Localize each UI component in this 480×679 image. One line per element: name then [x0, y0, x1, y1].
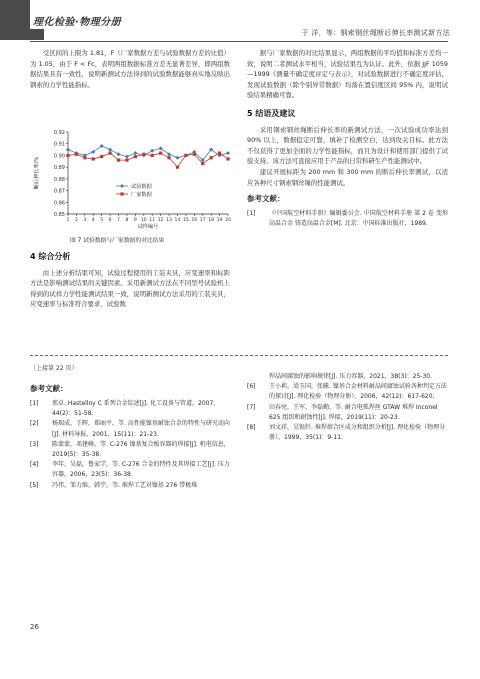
journal-logo-block — [0, 0, 30, 40]
data-point-series-1 — [108, 148, 112, 152]
data-point-series-2 — [125, 159, 128, 162]
data-point-series-2 — [184, 154, 187, 157]
reference-number: [2] — [30, 420, 39, 428]
reference-text: 杨瑞成，王晖，郑丽平，等. 高性能镍基耐蚀合金的特性与研究动向[J]. 材料导报，2001，15(11)：21-23. — [52, 420, 230, 438]
reference-text: 焊晶间腐蚀的影响规律[J]. 压力容器，2021，38(3)：25-30. — [269, 373, 433, 380]
data-point-series-1 — [175, 156, 179, 160]
x-tick-label: 3 — [83, 218, 87, 223]
data-point-series-2 — [75, 153, 78, 156]
data-point-series-2 — [159, 151, 162, 154]
y-tick-label: 0.85 — [53, 212, 65, 218]
section-4-title: 4 综合分析 — [30, 252, 71, 261]
data-point-series-2 — [193, 153, 196, 156]
reference-item — [30, 399, 231, 419]
x-tick-label: 12 — [157, 218, 164, 223]
data-point-series-2 — [109, 151, 112, 154]
data-point-series-2 — [176, 166, 179, 169]
reference-item — [247, 382, 448, 402]
paragraph-2: 由上述分析结果可知，试验过程使用的工装夹具，应变速率和标距方法是影响测试结果的关键因素。采用新测试方法在不同型号试验机上得到的试样力学性能测试结果一致，说明新测试方法采用的工装夹具，应变速率与标准符合要求，试验数 — [30, 268, 230, 309]
reference-number: [1] — [247, 209, 256, 217]
reference-number: [6] — [247, 383, 256, 391]
reference-text: 刘文祥，吴银纤. 堆焊熔合区成分和组织分析[J]. 理化检验（物理分册），1999，35(1)：9-11. — [269, 424, 446, 442]
y-tick-label: 0.91 — [53, 141, 65, 148]
x-tick-label: 17 — [199, 218, 206, 223]
right-column — [247, 48, 448, 229]
reference-number: [7] — [247, 403, 256, 411]
reference-number: [8] — [247, 424, 256, 432]
figure-caption: 图 7 试验数据与厂家数据的对比结果 — [70, 238, 165, 244]
data-point-series-2 — [92, 157, 95, 160]
data-point-series-1 — [117, 152, 121, 156]
x-tick-label: 20 — [225, 218, 231, 223]
left-column-section-4 — [30, 252, 230, 310]
y-tick-label: 0.88 — [53, 176, 65, 183]
bottom-references-title: 参考文献： — [30, 384, 68, 393]
legend-label-2: 厂家数据 — [131, 192, 152, 198]
reference-item — [247, 403, 448, 423]
data-point-series-2 — [201, 162, 204, 165]
paragraph-3: 据与厂家数据的对比结果显示，两组数据的平均值和标准方差均一致，说明二者测试水平相当，试验结果互为认证。此外，依据 JJF 1059—1999《测量不确定度评定与表示》，对试验数据进行不确定度评估，发现试验数据（除个别异常数据）均落在置信度区间 95% 内，说明试验结果精确可靠。 — [247, 49, 448, 100]
reference-text: 《中国航空材料手册》编辑委员会. 中国航空材料手册 第 2 卷 变形高温合金 铸造高温合金[M]. 北京：中国标准出版社，1989. — [269, 209, 448, 227]
bottom-references-left — [30, 383, 231, 491]
x-tick-label: 7 — [117, 218, 120, 223]
data-point-series-1 — [125, 155, 129, 159]
legend-marker-1 — [120, 184, 124, 188]
reference-number: [3] — [30, 440, 39, 448]
data-point-series-2 — [167, 156, 170, 159]
reference-number: [1] — [30, 400, 39, 407]
reference-text: 李年，吴磊，鲁家学，等. C-276 合金的特性及其焊接工艺[J]. 压力容器，2006，23(5)：36-38. — [52, 461, 230, 479]
data-point-series-1 — [133, 151, 137, 155]
journal-name: 理化检验·物理分册 — [33, 17, 122, 28]
data-point-series-2 — [210, 156, 213, 159]
continued-note: （上接第 22 页） — [30, 365, 78, 372]
reference-number: [5] — [30, 481, 39, 489]
bottom-references-right — [247, 372, 448, 443]
data-point-series-2 — [83, 156, 86, 159]
x-tick-label: 8 — [125, 218, 129, 223]
data-point-series-1 — [150, 149, 154, 153]
section-5-title: 5 结语及建议 — [247, 108, 296, 118]
x-tick-label: 10 — [140, 218, 147, 223]
x-tick-label: 19 — [216, 218, 223, 223]
reference-text: 田春亮，王军，李磊勤，等. 耐合电弧焊丝 GTAW 堆焊 Inconel 625 组织和耐蚀性[J]. 焊接，2019(11)：20-23. — [269, 403, 438, 421]
reference-text: 王小莉，梁玉国，张騰. 镍基合金材料耐晶间腐蚀试验各种判定方法的探讨[J]. 理化检验（物理分册），2006，42(12)：617-620. — [269, 383, 447, 401]
x-tick-label: 11 — [149, 218, 156, 223]
paragraph-4: 采用钢索钢丝绳断后伸长率的新测试方法，一次试验成功率达到 90% 以上，数据稳定可靠，填补了检测空白，达到攻关目标。此方法不仅获得了更加全面的力学性能指标，而且为设计和使用部门提供了试验支持。该方法可直接应用于产品的日常科研生产性能测试中。 — [247, 125, 448, 166]
reference-item — [30, 440, 231, 460]
reference-text: 邢卓. Hastelloy C 系列合金综述[J]. 化工设备与管道，2007，44(2)：51-58. — [52, 400, 220, 418]
data-point-series-2 — [218, 151, 221, 154]
reference-item — [247, 423, 448, 443]
page-number: 26 — [30, 623, 39, 631]
running-title: 于 洋，等：钢索钢丝绳断后伸长率测试新方法 — [301, 29, 450, 37]
x-tick-label: 4 — [91, 218, 95, 223]
x-tick-label: 15 — [182, 218, 189, 223]
references-title: 参考文献： — [247, 194, 285, 204]
y-tick-label: 0.90 — [53, 153, 65, 160]
left-column-top — [30, 48, 230, 90]
y-tick-label: 0.92 — [53, 130, 65, 136]
journal-logo-tab — [30, 29, 44, 40]
data-point-series-2 — [66, 154, 69, 157]
x-axis-label: 试样编号 — [137, 224, 159, 230]
x-tick-label: 18 — [208, 218, 215, 223]
data-point-series-1 — [226, 151, 230, 155]
x-tick-label: 13 — [166, 218, 172, 223]
reference-item — [247, 372, 448, 382]
data-point-series-2 — [151, 154, 154, 157]
data-point-series-2 — [134, 155, 137, 158]
legend-label-1: 试验数据 — [131, 184, 152, 190]
figure-7-chart — [30, 128, 240, 234]
data-point-series-2 — [117, 159, 120, 162]
reference-item — [247, 209, 448, 229]
y-tick-label: 0.87 — [53, 188, 65, 195]
y-axis-label: 断后伸长率/% — [34, 156, 40, 190]
x-tick-label: 5 — [100, 218, 104, 223]
data-point-series-1 — [66, 148, 70, 152]
x-tick-label: 2 — [74, 218, 78, 223]
y-tick-label: 0.86 — [53, 200, 65, 207]
reference-item — [30, 419, 231, 439]
reference-text: 陈蒙蒙，邓建峰，等. C-276 镍基复合板容器的焊接[J]. 机电信息，2019(5)：35-38. — [52, 440, 230, 459]
y-tick-label: 0.89 — [53, 165, 65, 172]
data-point-series-2 — [226, 157, 229, 160]
data-point-series-2 — [142, 153, 145, 156]
x-tick-label: 1 — [66, 218, 70, 223]
x-tick-label: 14 — [174, 218, 181, 223]
reference-text: 冯伟，邹力维，韩宇，等. 堆焊工艺对镍基 276 带极堆 — [52, 481, 198, 489]
header-rule — [30, 41, 448, 42]
paragraph-5: 建议开展标距为 200 mm 和 300 mm 的断后伸长率测试，以适应各种尺寸钢索钢丝绳的性能测试。 — [247, 167, 448, 187]
x-tick-label: 6 — [108, 218, 112, 223]
reference-item — [30, 481, 231, 491]
x-tick-label: 9 — [133, 218, 137, 223]
dashed-divider — [30, 355, 448, 356]
reference-number: [4] — [30, 461, 39, 469]
x-tick-label: 16 — [191, 218, 198, 223]
reference-item — [30, 460, 231, 480]
data-point-series-2 — [100, 155, 103, 158]
legend-marker-2 — [120, 192, 123, 195]
paragraph-1: 受区间的上限为 1.81，F（厂家数据方差与试验数据方差的比值）为 1.05，由于 F < Fc，表明两组数据标准方差无显著差异，即两组数据结果具有一致性，说明新测试方法得到的试验数据能够真实地反映出钢索的力学性能指标。 — [30, 49, 230, 89]
